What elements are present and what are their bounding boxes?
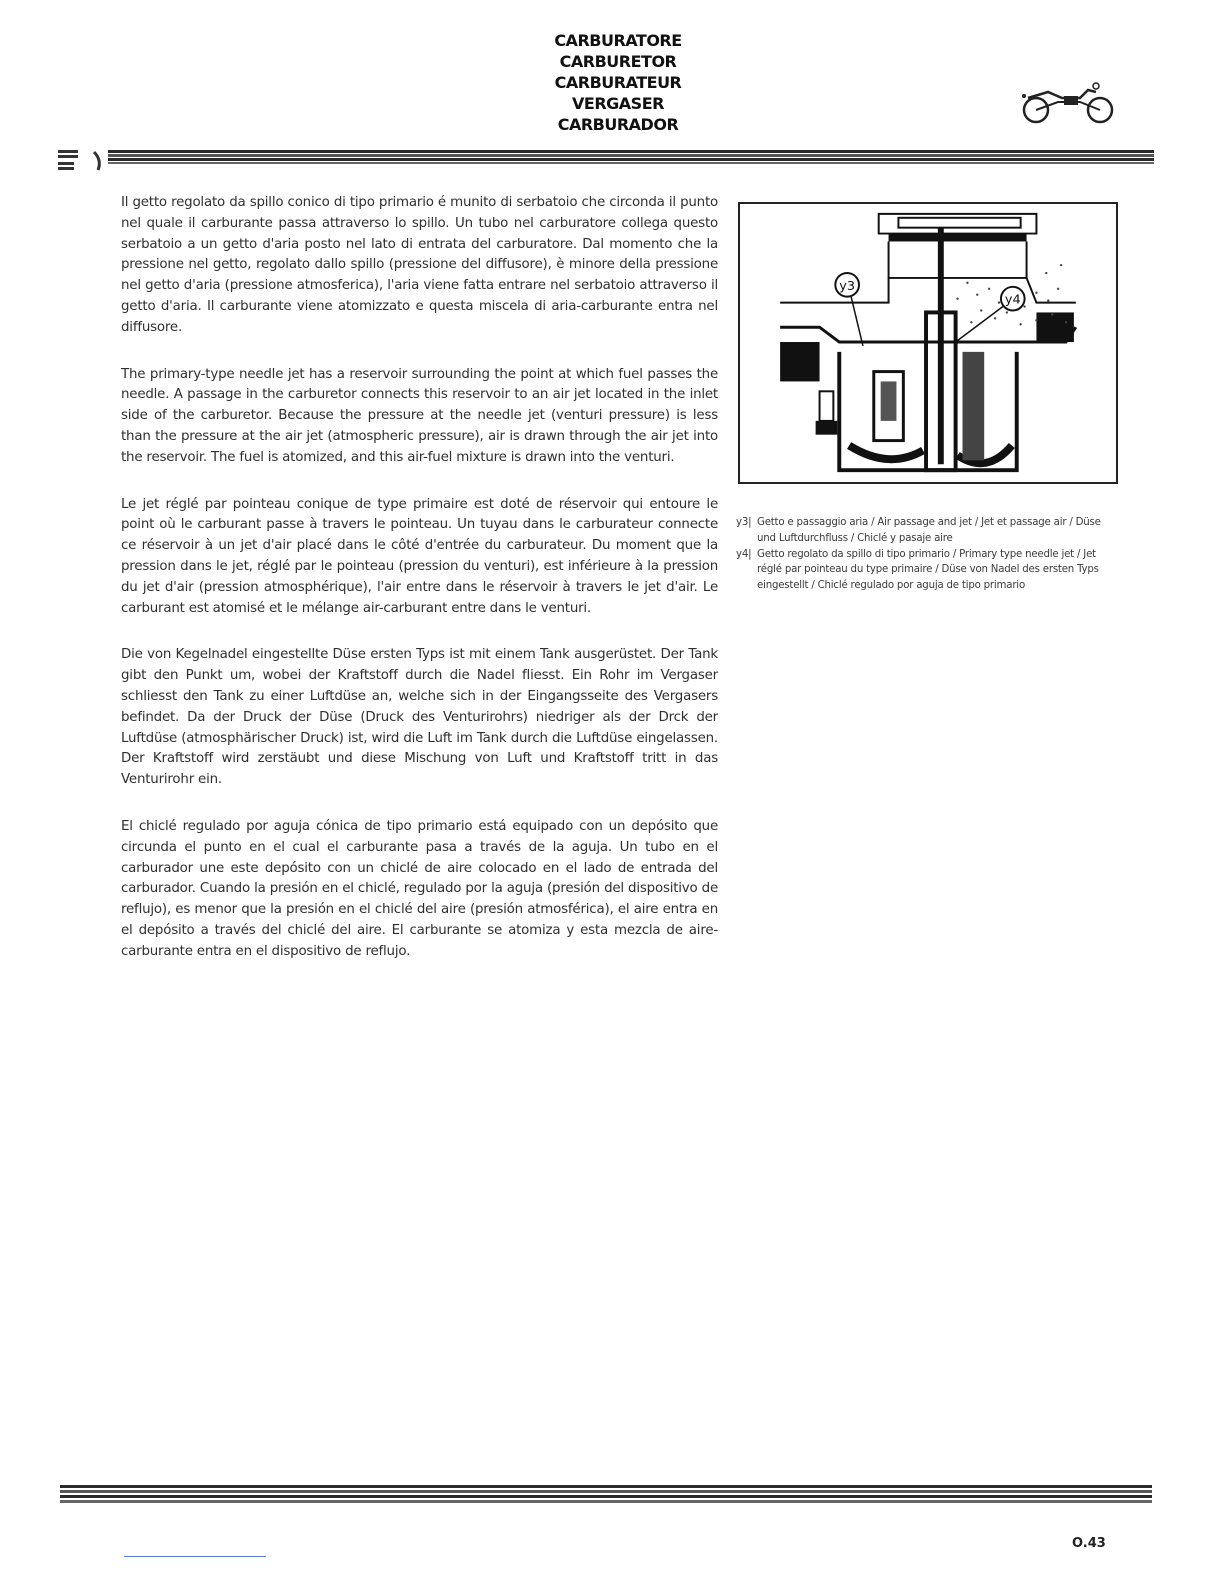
label-y4: y4 [1004,292,1021,308]
caption-key: y3| [736,517,752,528]
caption-text: Getto e passaggio aria / Air passage and jet / Jet et passage air / Düse und Luftdurchfluss / Chiclé y pasaje aire [757,517,1101,544]
section-marker-icon [58,150,108,172]
caption-item [736,547,1116,594]
body-text [121,193,718,989]
bottom-divider [60,1485,1152,1505]
caption-key: y4| [736,548,752,560]
footer-rule [124,1556,266,1557]
paragraph-french: Le jet réglé par pointeau conique de type primaire est doté de réservoir qui entoure le point où le carburant passe à travers le pointeau. Un tuyau dans le carburateur connecte ce réservoir à un jet d'air placé dans le côté d'entrée du carburateur. Du moment que la pression dans le jet, réglé par le pointeau (pression du venturi), est inférieure à la pression du jet d'air (pression atmosphérique), l'air entre dans le réservoir à travers le jet d'air. Le carburant est atomisé et le mélange air-carburant entre dans le venturi. [121,496,718,616]
label-y3: y3 [839,278,856,294]
page-number: O.43 [1072,1536,1106,1551]
title-es: CARBURADOR [557,115,679,134]
title-en: CARBURETOR [559,52,677,71]
carburetor-diagram [738,202,1118,484]
caption-text: Getto regolato da spillo di tipo primario / Primary type needle jet / Jet réglé par pointeau du type primaire / Düse von Nadel des ersten Typs eingestellt / Chiclé regulado por aguja de tipo primario [757,548,1099,592]
figure-captions [736,515,1116,594]
top-divider [108,150,1154,165]
paragraph-spanish: El chiclé regulado por aguja cónica de tipo primario está equipado con un depósito que circunda el punto en el cual el carburante pasa a través de la aguja. Un tubo en el carburador une este depósito con un chiclé de aire colocado en el lado de entrada del carburador. Cuando la presión en el chiclé, regulado por la aguja (presión del dispositivo de reflujo), es menor que la presión en el chiclé del aire (presión atmosférica), el aire entra en el depósito a través del chiclé del aire. El carburante se atomiza y esta mezcla de aire-carburante entra en el dispositivo de reflujo. [121,818,718,959]
title-it: CARBURATORE [554,31,682,50]
motorcycle-icon [1018,80,1118,130]
paragraph-italian: Il getto regolato da spillo conico di tipo primario é munito di serbatoio che circonda il punto nel quale il carburante passa attraverso lo spillo. Un tubo nel carburatore collega questo serbatoio a un getto d'aria posto nel lato di entrata del carburatore. Dal momento che la pressione nel getto, regolato dallo spillo (pressione del diffusore), è minore della pressione nel getto d'aria (pressione atmosferica), l'aria viene fatta entrare nel serbatoio attraverso il getto d'aria. Il carburante viene atomizzato e questa miscela di aria-carburante entra nel diffusore. [121,195,718,335]
paragraph-german: Die von Kegelnadel eingestellte Düse ersten Typs ist mit einem Tank ausgerüstet. Der Tank gibt den Punkt um, wobei der Kraftstoff durch die Nadel fliesst. Ein Rohr im Vergaser schliesst den Tank zu einer Luftdüse an, welche sich in der Eingangsseite des Vergasers befindet. Da der Druck der Düse (Druck des Venturirohrs) niedriger als der Drck der Luftdüse (atmosphärischer Druck) ist, wird die Luft im Tank durch die Luftdüse eingelassen. Der Kraftstoff wird zerstäubt und diese Mischung von Luft und Kraftstoff tritt in das Venturirohr ein. [121,647,718,788]
carburetor-cross-section [740,204,1116,482]
title-fr: CARBURATEUR [554,73,682,92]
caption-item [736,515,1116,547]
title-de: VERGASER [572,94,664,113]
paragraph-english: The primary-type needle jet has a reservoir surrounding the point at which fuel passes the needle. A passage in the carburetor connects this reservoir to an air jet located in the inlet side of the carburetor. Because the pressure at the needle jet (venturi pressure) is less than the pressure at the air jet (atmospheric pressure), air is drawn through the air jet into the reservoir. The fuel is atomized, and this air-fuel mixture is drawn into the venturi. [121,366,718,465]
